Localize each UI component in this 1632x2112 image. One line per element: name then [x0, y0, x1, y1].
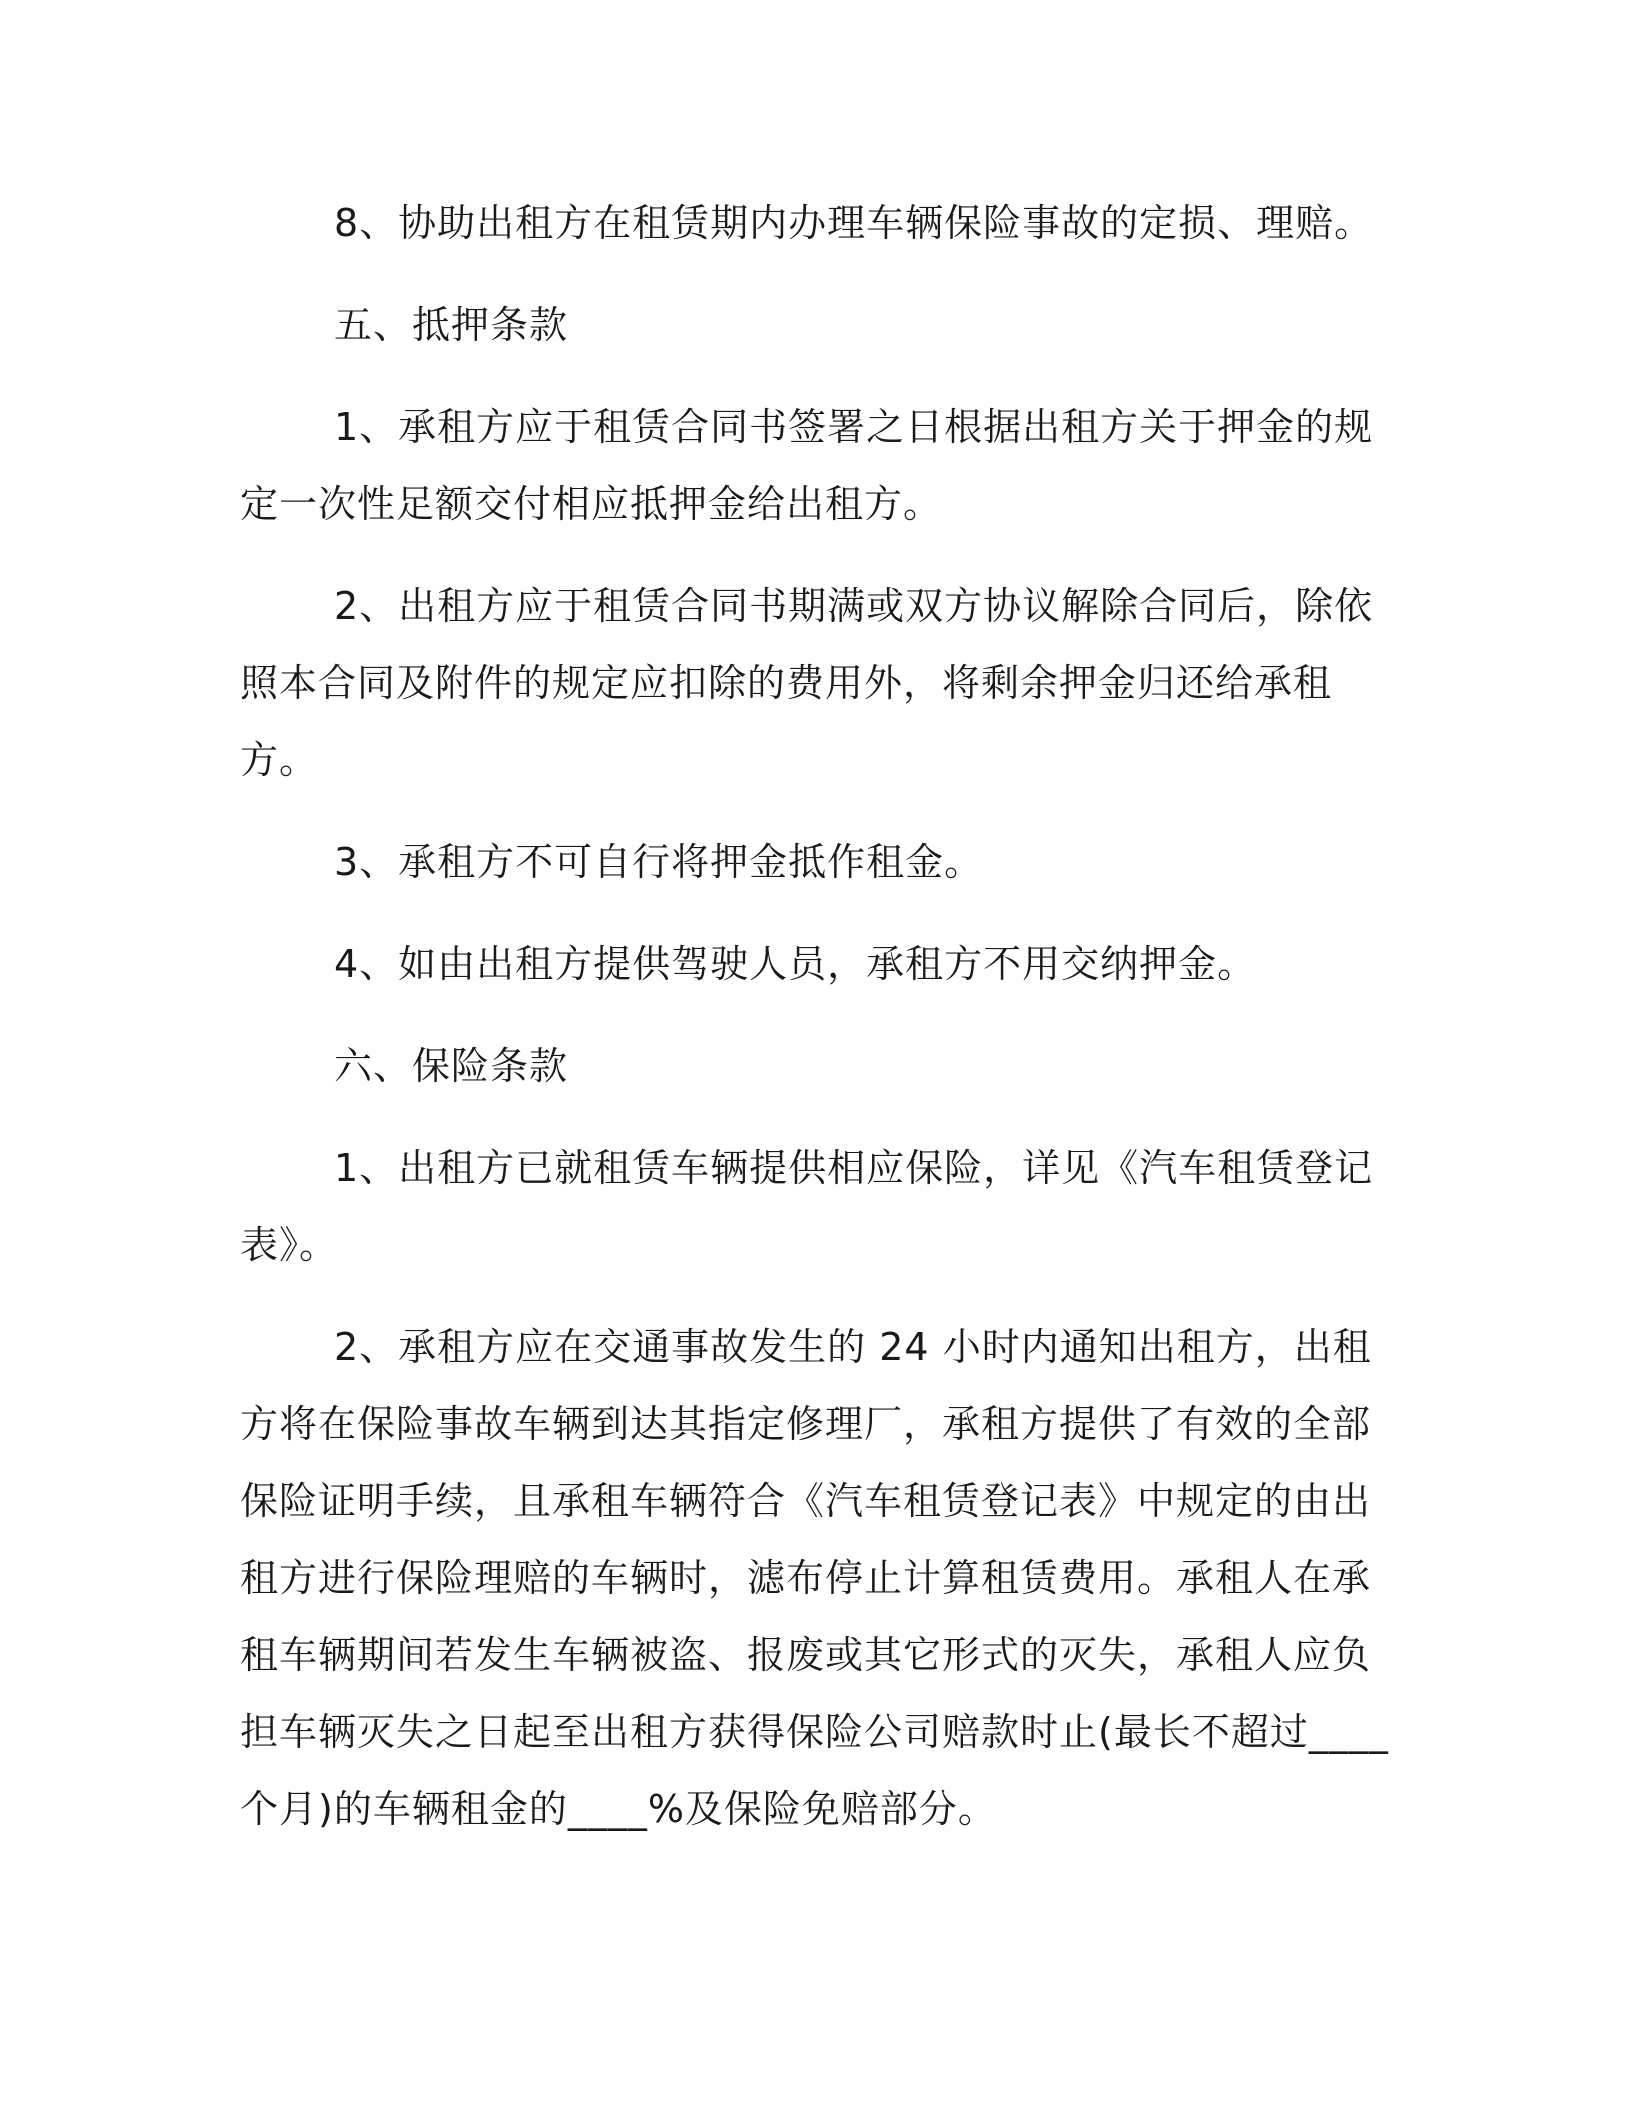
deposit-clause-1: 1、承租方应于租赁合同书签署之日根据出租方关于押金的规定一次性足额交付相应抵押金给出租方。: [240, 405, 1374, 526]
insurance-clause-2: 2、承租方应在交通事故发生的 24 小时内通知出租方，出租方将在保险事故车辆到达其指定修理厂，承租方提供了有效的全部保险证明手续，且承租车辆符合《汽车租赁登记表》中规定的由出租方进行保险理赔的车辆时，滤布停止计算租赁费用。承租人在承租车辆期间若发生车辆被盗、报废或其它形式的灭失，承租人应负担车辆灭失之日起至出租方获得保险公司赔款时止(最长不超过____个月)的车辆租金的____%及保险免赔部分。: [240, 1325, 1389, 1831]
section-heading-insurance: 六、保险条款: [334, 1044, 569, 1088]
deposit-clause-2: 2、出租方应于租赁合同书期满或双方协议解除合同后，除依照本合同及附件的规定应扣除的费用外，将剩余押金归还给承租方。: [240, 584, 1374, 782]
deposit-clause-3: 3、承租方不可自行将押金抵作租金。: [334, 840, 984, 884]
insurance-clause-1: 1、出租方已就租赁车辆提供相应保险，详见《汽车租赁登记表》。: [240, 1146, 1374, 1267]
section-heading-deposit: 五、抵押条款: [334, 303, 569, 347]
document-body: [240, 185, 1390, 1848]
clause-8-assist-insurance: 8、协助出租方在租赁期内办理车辆保险事故的定损、理赔。: [334, 201, 1374, 245]
deposit-clause-4: 4、如由出租方提供驾驶人员，承租方不用交纳押金。: [334, 942, 1257, 986]
